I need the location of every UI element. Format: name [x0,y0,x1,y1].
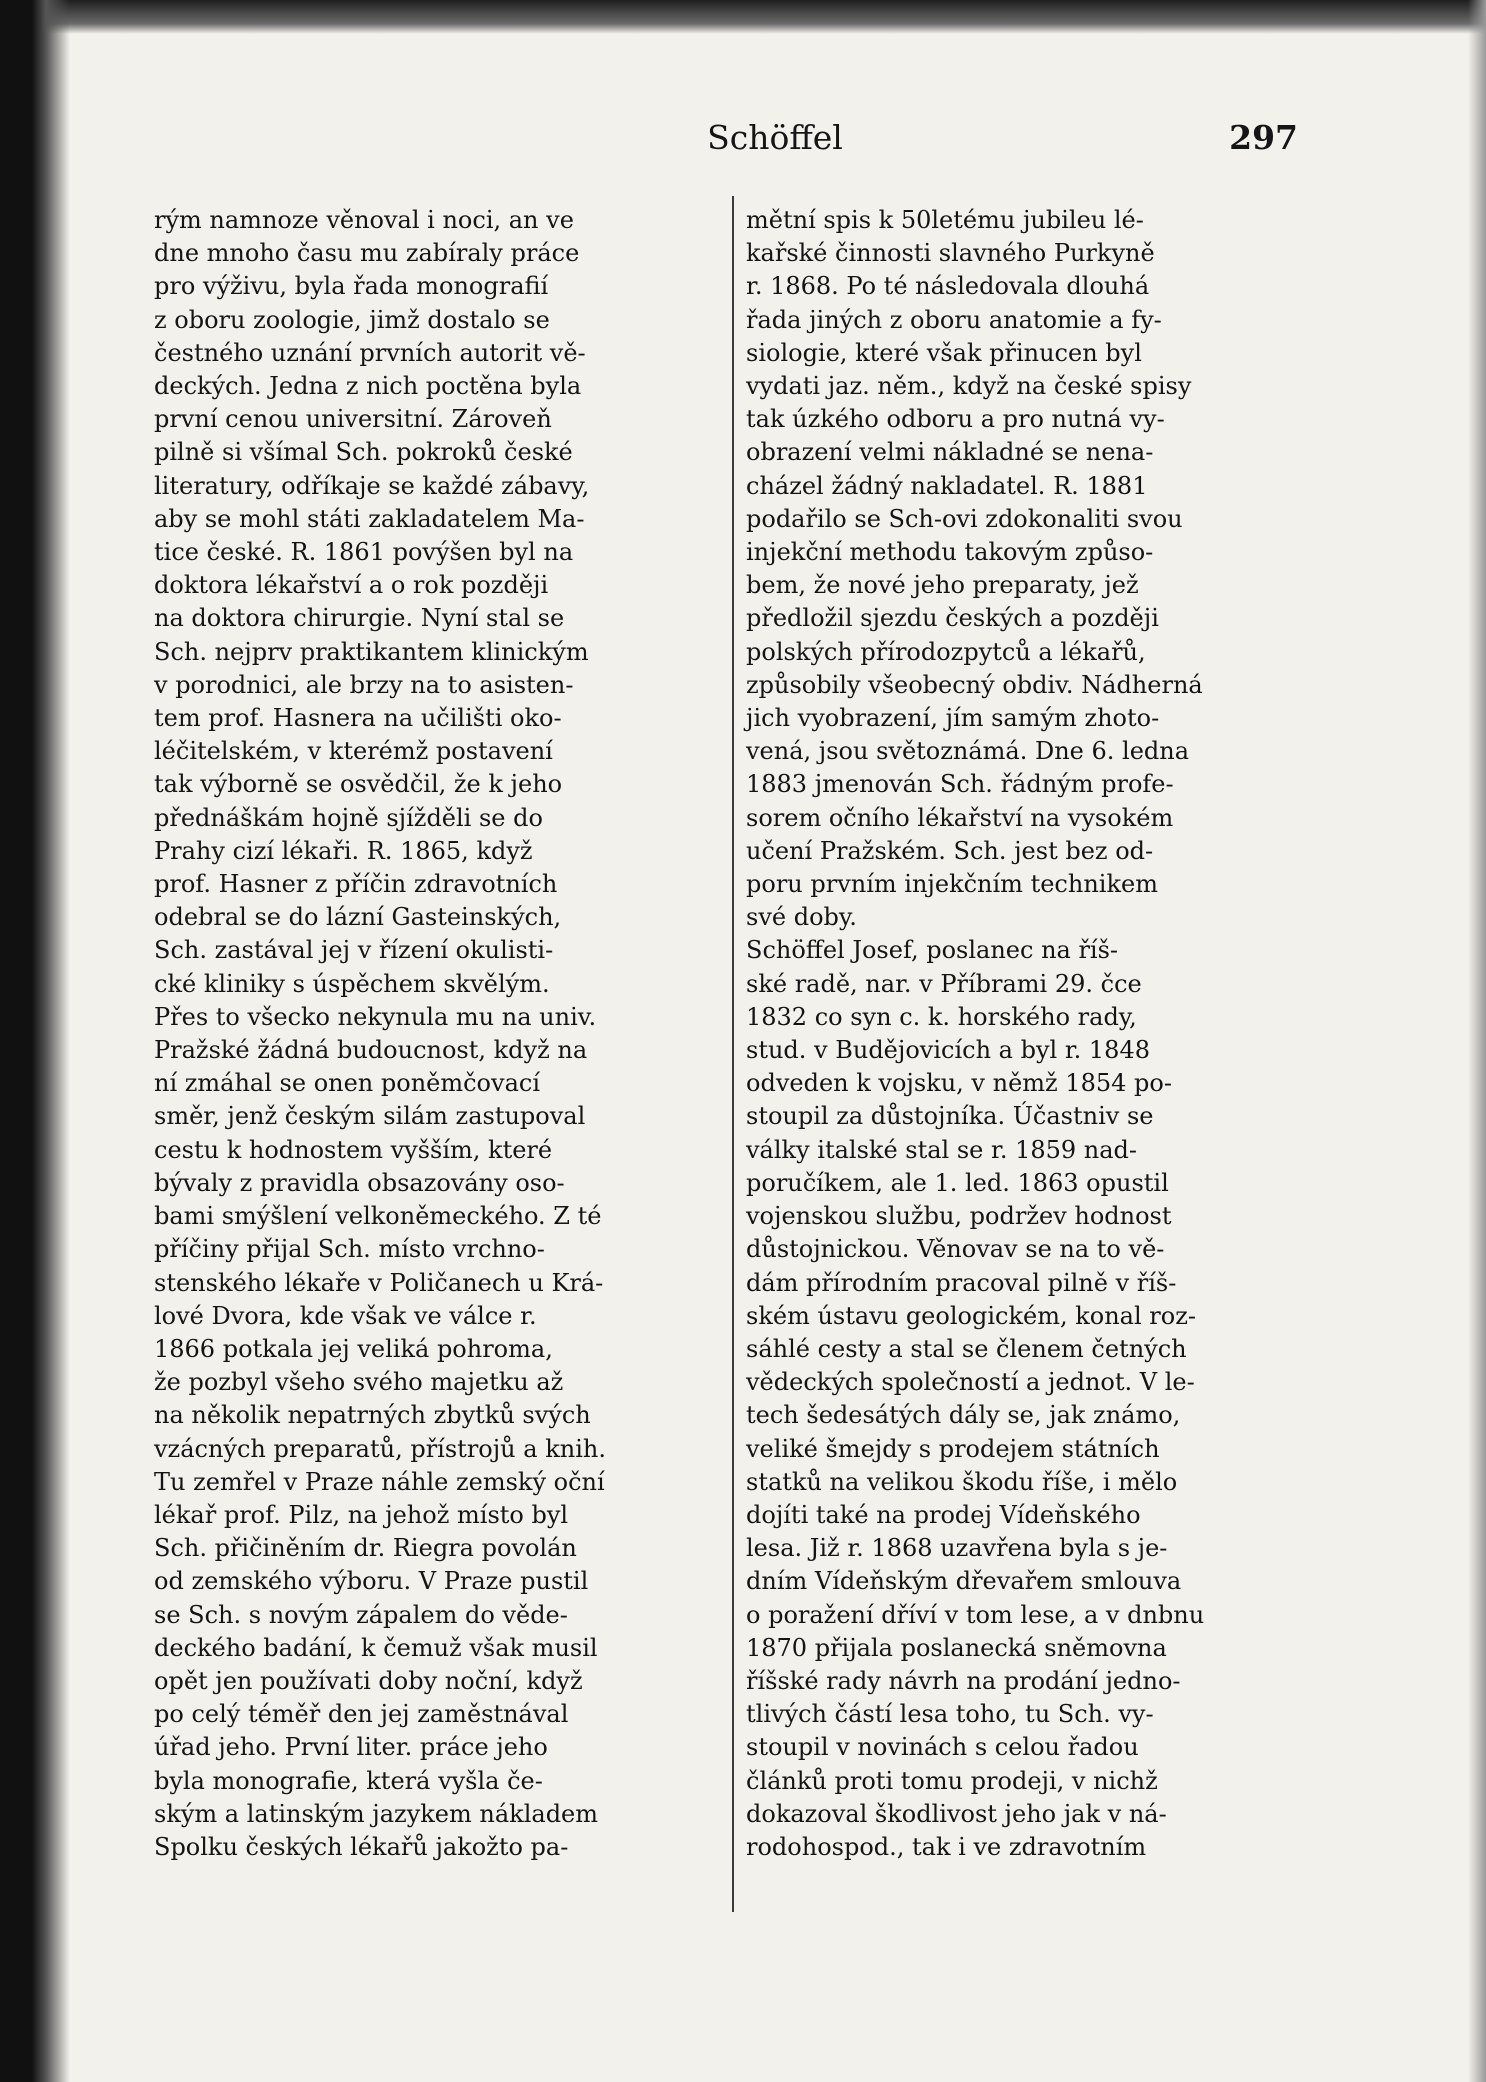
text-line: Přes to všecko nekynula mu na univ. [154,1002,597,1031]
text-line: říšské rady návrh na prodání jedno- [746,1666,1181,1695]
text-line: Prahy cizí lékaři. R. 1865, když [154,836,533,865]
text-line: aby se mohl státi zakladatelem Ma- [154,504,585,533]
text-line: směr, jenž českým silám zastupoval [154,1102,586,1131]
text-line: poru prvním injekčním technikem [746,870,1158,899]
text-line: deckého badání, k čemuž však musil [154,1633,598,1662]
text-line: na několik nepatrných zbytků svých [154,1401,591,1430]
text-line: dám přírodním pracoval pilně v říš- [746,1268,1177,1297]
text-line: mětní spis k 50letému jubileu lé- [746,206,1144,234]
text-line: ské radě, nar. v Příbrami 29. čce [746,969,1142,998]
text-line: ským a latinským jazykem nákladem [154,1799,599,1828]
text-line: tak úzkého odboru a pro nutná vy- [746,405,1165,434]
text-line: války italské stal se r. 1859 nad- [746,1135,1138,1164]
text-line: dojíti také na prodej Vídeňského [746,1500,1141,1529]
text-line: Schöffel Josef, poslanec na říš- [746,936,1119,965]
text-line: Spolku českých lékařů jakožto pa- [154,1832,569,1861]
text-line: článků proti tomu prodeji, v nichž [746,1766,1158,1795]
text-line: sorem očního lékařství na vysokém [746,803,1174,832]
text-line: lesa. Již r. 1868 uzavřena byla s je- [746,1534,1168,1563]
text-line: Sch. přičiněním dr. Riegra povolán [154,1534,577,1563]
text-line: první cenou universitní. Zároveň [154,405,552,434]
text-line: lékař prof. Pilz, na jehož místo byl [154,1500,569,1529]
text-line: předložil sjezdu českých a později [746,604,1159,633]
text-line: pro výživu, byla řada monografií [154,272,549,301]
text-line: statků na velikou škodu říše, i mělo [746,1467,1178,1496]
text-line: byla monografie, která vyšla če- [154,1766,543,1795]
text-line: své doby. [746,903,857,932]
text-line: stoupil za důstojníka. Účastniv se [746,1102,1154,1131]
text-line: literatury, odříkaje se každé zábavy, [154,471,590,500]
text-line: na doktora chirurgie. Nyní stal se [154,604,565,633]
text-line: ském ústavu geologickém, konal roz- [746,1301,1196,1330]
text-line: řada jiných z oboru anatomie a fy- [746,305,1162,334]
right-text-column [746,204,1284,1864]
text-line: prof. Hasner z příčin zdravotních [154,870,558,899]
text-line: vzácných preparatů, přístrojů a knih. [154,1434,606,1463]
text-line: bem, že nové jeho preparaty, jež [746,571,1139,600]
text-line: polských přírodozpytců a lékařů, [746,637,1146,666]
text-line: 1866 potkala jej veliká pohroma, [154,1334,553,1363]
page-number: 297 [1229,118,1298,157]
text-line: o poražení dříví v tom lese, a v dnbnu [746,1600,1205,1629]
text-line: ní zmáhal se onen poněmčovací [154,1069,540,1098]
text-line: kařské činnosti slavného Purkyně [746,239,1155,268]
text-line: pilně si všímal Sch. pokroků české [154,438,573,467]
running-head-title: Schöffel [707,118,843,157]
text-line: čestného uznání prvních autorit vě- [154,338,586,367]
text-line: tlivých částí lesa toho, tu Sch. vy- [746,1700,1154,1729]
text-line: Sch. nejprv praktikantem klinickým [154,637,589,666]
text-line: Pražské žádná budoucnost, když na [154,1036,588,1065]
text-line: učení Pražském. Sch. jest bez od- [746,836,1154,865]
text-line: podařilo se Sch-ovi zdokonaliti svou [746,504,1183,533]
text-line: 1883 jmenován Sch. řádným profe- [746,770,1174,799]
text-line: dním Vídeňským dřevařem smlouva [746,1567,1182,1596]
text-line: veliké šmejdy s prodejem státních [746,1434,1160,1463]
text-line: sáhlé cesty a stal se členem četných [746,1334,1187,1363]
text-line: cházel žádný nakladatel. R. 1881 [746,471,1148,500]
text-line: cké kliniky s úspěchem skvělým. [154,969,550,998]
text-line: bývaly z pravidla obsazovány oso- [154,1168,565,1197]
text-line: 1870 přijala poslanecká sněmovna [746,1633,1167,1662]
text-line: vená, jsou světoznámá. Dne 6. ledna [746,737,1190,766]
text-line: způsobily všeobecný obdiv. Nádherná [746,670,1203,699]
text-line: siologie, které však přinucen byl [746,338,1142,367]
text-line: tech šedesátých dály se, jak známo, [746,1401,1181,1430]
text-line: stoupil v novinách s celou řadou [746,1733,1139,1762]
text-line: jich vyobrazení, jím samým zhoto- [746,704,1160,733]
text-line: bami smýšlení velkoněmeckého. Z té [154,1202,602,1231]
text-line: z oboru zoologie, jimž dostalo se [154,305,550,334]
text-line: doktora lékařství a o rok později [154,571,549,600]
text-line: léčitelském, v kterémž postavení [154,737,553,766]
text-line: tak výborně se osvědčil, že k jeho [154,770,563,799]
text-line: se Sch. s novým zápalem do věde- [154,1600,568,1629]
text-line: cestu k hodnostem vyšším, které [154,1135,553,1164]
text-line: opět jen používati doby noční, když [154,1666,583,1695]
text-line: lové Dvora, kde však ve válce r. [154,1301,537,1330]
text-line: přednáškám hojně sjížděli se do [154,803,543,832]
text-line: dne mnoho času mu zabíraly práce [154,239,580,268]
text-line: v porodnici, ale brzy na to asisten- [154,670,574,699]
text-line: vydati jaz. něm., když na české spisy [746,372,1192,401]
text-line: tice české. R. 1861 povýšen byl na [154,538,574,567]
text-line: vědeckých společností a jednot. V le- [746,1368,1195,1397]
text-line: rodohospod., tak i ve zdravotním [746,1832,1147,1861]
text-line: injekční methodu takovým způso- [746,538,1154,567]
text-line: r. 1868. Po té následovala dlouhá [746,272,1150,301]
scan-right-shadow [1468,0,1486,2082]
column-divider [732,196,734,1912]
text-line: poručíkem, ale 1. led. 1863 opustil [746,1168,1169,1197]
text-line: Sch. zastával jej v řízení okulisti- [154,936,554,965]
text-line: Tu zemřel v Praze náhle zemský oční [154,1467,605,1496]
scan-top-shadow [0,0,1486,34]
text-line: dokazoval škodlivost jeho jak v ná- [746,1799,1167,1828]
text-line: tem prof. Hasnera na učilišti oko- [154,704,562,733]
text-line: stud. v Budějovicích a byl r. 1848 [746,1036,1150,1065]
text-line: odebral se do lázní Gasteinských, [154,903,562,932]
left-text-column [154,204,720,1864]
text-line: deckých. Jedna z nich poctěna byla [154,372,582,401]
book-spine-shadow [0,0,70,2082]
text-line: 1832 co syn c. k. horského rady, [746,1002,1137,1031]
text-line: důstojnickou. Věnovav se na to vě- [746,1235,1165,1264]
text-line: od zemského výboru. V Praze pustil [154,1567,589,1596]
text-line: že pozbyl všeho svého majetku až [154,1368,564,1397]
text-line: stenského lékaře v Poličanech u Krá- [154,1268,604,1297]
text-line: rým namnoze věnoval i noci, an ve [154,206,574,234]
running-head [150,118,1298,164]
text-line: příčiny přijal Sch. místo vrchno- [154,1235,545,1264]
text-line: obrazení velmi nákladné se nena- [746,438,1154,467]
text-line: úřad jeho. První liter. práce jeho [154,1733,548,1762]
text-line: odveden k vojsku, v němž 1854 po- [746,1069,1172,1098]
text-line: po celý téměř den jej zaměstnával [154,1700,569,1729]
text-line: vojenskou službu, podržev hodnost [746,1202,1172,1231]
